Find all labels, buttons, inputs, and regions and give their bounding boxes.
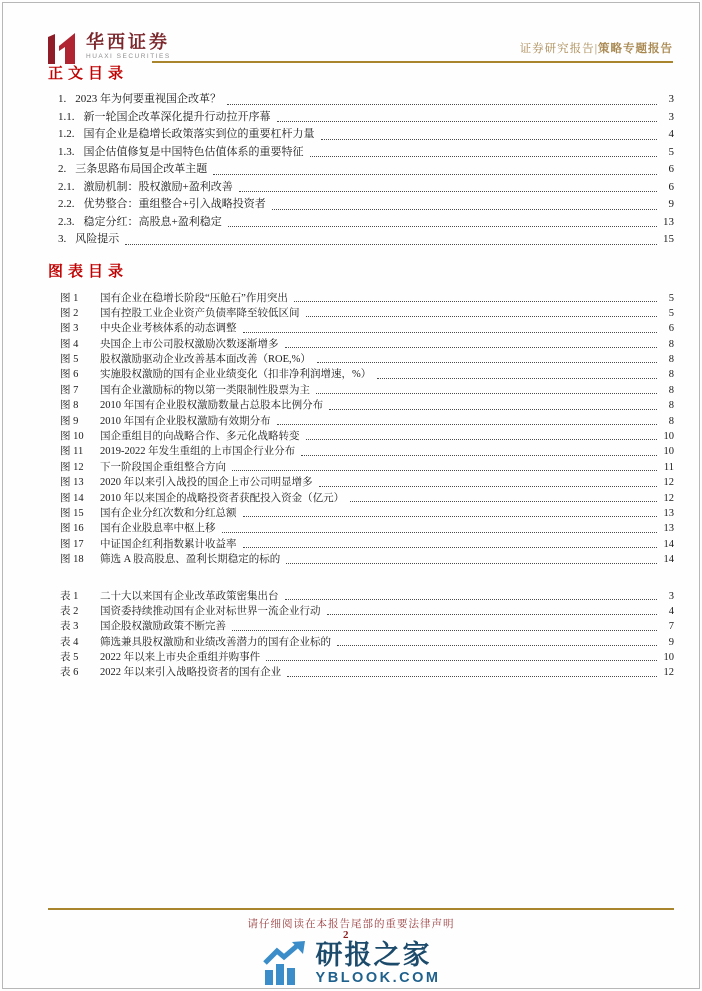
- figure-entry[interactable]: [60, 551, 674, 566]
- main-toc-title: 正文目录: [48, 66, 129, 82]
- figure-entry-title: 国有企业激励标的物以第一类限制性股票为主: [100, 384, 310, 396]
- dot-leader: [213, 174, 657, 175]
- table-entry-page: 3: [668, 590, 674, 602]
- legal-disclaimer: 请仔细阅读在本报告尾部的重要法律声明: [247, 919, 455, 930]
- figure-entry-number: 图 18: [60, 554, 84, 566]
- figure-entry-page: 5: [668, 307, 674, 319]
- watermark: [0, 941, 702, 987]
- figure-entry-page: 10: [663, 446, 674, 458]
- table-entry-page: 12: [663, 667, 674, 679]
- figure-entry[interactable]: [60, 413, 674, 428]
- toc-entry-title: 激励机制：股权激励+盈利改善: [83, 180, 233, 193]
- figure-entry[interactable]: [60, 428, 674, 443]
- table-entry[interactable]: [60, 664, 674, 679]
- watermark-site: YBLOOK.COM: [315, 970, 441, 987]
- table-entry-page: 4: [668, 605, 674, 617]
- toc-entry-number: 2.: [58, 163, 67, 175]
- dot-leader: [125, 244, 657, 245]
- toc-entry[interactable]: [58, 178, 674, 196]
- figure-entry-title: 2010 年国有企业股权激励有效期分布: [100, 415, 271, 427]
- figure-entry-title: 股权激励驱动企业改善基本面改善（ROE,%）: [100, 354, 311, 366]
- figure-entry-number: 图 9: [60, 415, 79, 427]
- dot-leader: [286, 563, 657, 564]
- figure-entry-page: 8: [668, 338, 674, 350]
- toc-entry-page: 5: [668, 145, 674, 158]
- figure-entry-page: 13: [663, 507, 674, 519]
- toc-entry-title: 国企估值修复是中国特色估值体系的重要特征: [83, 145, 304, 158]
- header-divider-line: [152, 61, 673, 63]
- toc-entry-title: 三条思路布局国企改革主题: [75, 163, 208, 175]
- figure-entry-page: 12: [663, 492, 674, 504]
- table-entry[interactable]: [60, 588, 674, 603]
- dot-leader: [316, 393, 657, 394]
- figure-entry-number: 图 10: [60, 431, 84, 443]
- table-entry[interactable]: [60, 618, 674, 633]
- figure-entry[interactable]: [60, 320, 674, 335]
- toc-entry[interactable]: [58, 90, 674, 108]
- dot-leader: [232, 470, 657, 471]
- figure-entry[interactable]: [60, 336, 674, 351]
- table-entry-number: 表 1: [60, 590, 79, 602]
- dot-leader: [321, 139, 658, 140]
- toc-entry-page: 4: [668, 128, 674, 140]
- figure-entry-number: 图 11: [60, 446, 84, 458]
- table-entry-title: 2022 年以来引入战略投资者的国有企业: [100, 667, 282, 679]
- figure-entry-title: 国有企业分红次数和分红总额: [100, 507, 237, 519]
- toc-entry-number: 2.2.: [58, 198, 75, 210]
- figure-entry-title: 国有控股工业企业资产负债率降至较低区间: [100, 307, 300, 319]
- figure-entry-number: 图 3: [60, 323, 79, 335]
- dot-leader: [266, 660, 657, 661]
- table-entry-page: 10: [663, 652, 674, 664]
- figure-entry[interactable]: [60, 397, 674, 412]
- brand-logo: [48, 32, 171, 64]
- dot-leader: [285, 347, 658, 348]
- dot-leader: [306, 439, 658, 440]
- toc-entry-number: 1.2.: [58, 128, 75, 140]
- dot-leader: [337, 645, 657, 646]
- table-toc-list: [60, 588, 674, 680]
- figure-entry-title: 2010 年以来国企的战略投资者获配投入资金（亿元）: [100, 492, 345, 504]
- toc-entry-page: 9: [668, 198, 674, 210]
- toc-entry[interactable]: [58, 108, 674, 126]
- figure-entry-title: 央国企上市公司股权激励次数逐渐增多: [100, 338, 279, 350]
- toc-entry-number: 1.3.: [58, 145, 75, 158]
- figure-entry-page: 8: [668, 369, 674, 381]
- table-entry-number: 表 5: [60, 652, 79, 664]
- dot-leader: [243, 332, 658, 333]
- figure-entry-title: 2019-2022 年发生重组的上市国企行业分布: [100, 446, 296, 458]
- figure-entry-number: 图 6: [60, 369, 79, 381]
- table-entry-title: 国企股权激励政策不断完善: [100, 621, 226, 633]
- toc-entry-page: 15: [663, 233, 674, 245]
- figure-entry-page: 10: [663, 431, 674, 443]
- figure-entry-number: 图 5: [60, 354, 79, 366]
- figure-entry-page: 6: [668, 323, 674, 335]
- figure-entry-page: 8: [668, 354, 674, 366]
- figure-entry-number: 图 7: [60, 384, 79, 396]
- figure-entry-number: 图 4: [60, 338, 79, 350]
- toc-entry-page: 13: [663, 215, 674, 228]
- figure-entry-number: 图 1: [60, 292, 79, 304]
- toc-entry-title: 稳定分红：高股息+盈利稳定: [83, 215, 222, 228]
- figure-entry[interactable]: [60, 443, 674, 458]
- figure-entry-title: 2020 年以来引入战投的国企上市公司明显增多: [100, 477, 313, 489]
- figure-entry-title: 筛选 A 股高股息、盈利长期稳定的标的: [100, 554, 281, 566]
- toc-entry-page: 3: [668, 110, 674, 123]
- figure-entry-number: 图 16: [60, 523, 84, 535]
- dot-leader: [329, 409, 657, 410]
- toc-entry-title: 优势整合：重组整合+引入战略投资者: [83, 198, 266, 210]
- dot-leader: [310, 156, 658, 157]
- toc-entry-page: 6: [668, 163, 674, 175]
- dot-leader: [277, 121, 658, 122]
- figure-entry-page: 8: [668, 415, 674, 427]
- main-toc-list: [58, 90, 674, 248]
- figure-entry-title: 中证国企红利指数累计收益率: [100, 538, 237, 550]
- dot-leader: [327, 614, 658, 615]
- figure-entry-title: 2010 年国有企业股权激励数量占总股本比例分布: [100, 400, 324, 412]
- figure-entry-number: 图 15: [60, 507, 84, 519]
- toc-entry[interactable]: [58, 230, 674, 248]
- toc-entry-number: 3.: [58, 233, 67, 245]
- toc-entry-title: 国有企业是稳增长政策落实到位的重要杠杆力量: [83, 128, 315, 140]
- figure-entry[interactable]: [60, 536, 674, 551]
- figure-entry-number: 图 17: [60, 538, 84, 550]
- dot-leader: [319, 486, 657, 487]
- watermark-name: 研报之家: [315, 940, 432, 971]
- toc-entry[interactable]: [58, 125, 674, 143]
- figure-entry[interactable]: [60, 366, 674, 381]
- figure-entry-page: 14: [663, 554, 674, 566]
- figure-entry-title: 国企重组目的向战略合作、多元化战略转变: [100, 431, 300, 443]
- table-entry-title: 二十大以来国有企业改革政策密集出台: [100, 590, 279, 602]
- report-header: [0, 0, 702, 64]
- dot-leader: [243, 516, 658, 517]
- report-type-divider: |: [594, 43, 598, 55]
- figure-entry-page: 14: [663, 538, 674, 550]
- table-entry-page: 7: [668, 621, 674, 633]
- report-type: 证券研究报告: [519, 43, 595, 55]
- figure-entry-title: 实施股权激励的国有企业业绩变化（扣非净利润增速，%）: [100, 369, 372, 381]
- brand-name-cn: 华西证券: [86, 32, 170, 52]
- dot-leader: [306, 316, 658, 317]
- table-entry[interactable]: [60, 634, 674, 649]
- figure-entry[interactable]: [60, 351, 674, 366]
- table-entry-number: 表 2: [60, 605, 79, 617]
- toc-entry[interactable]: [58, 213, 674, 231]
- toc-entry-title: 2023 年为何要重视国企改革？: [75, 93, 221, 105]
- table-entry[interactable]: [60, 649, 674, 664]
- figure-entry-page: 8: [668, 384, 674, 396]
- dot-leader: [350, 501, 657, 502]
- brand-name-en: HUAXI SECURITIES: [86, 53, 171, 60]
- toc-entry-page: 3: [668, 93, 674, 105]
- toc-entry-title: 新一轮国企改革深化提升行动拉开序幕: [83, 110, 271, 123]
- dot-leader: [277, 424, 657, 425]
- figure-entry-page: 12: [663, 477, 674, 489]
- figure-entry[interactable]: [60, 520, 674, 535]
- brand-text: [86, 32, 171, 61]
- table-entry-title: 筛选兼具股权激励和业绩改善潜力的国有企业标的: [100, 636, 331, 648]
- table-entry-number: 表 3: [60, 621, 79, 633]
- table-entry-number: 表 6: [60, 667, 79, 679]
- figure-entry-title: 中央企业考核体系的动态调整: [100, 323, 237, 335]
- figure-entry[interactable]: [60, 459, 674, 474]
- toc-entry-number: 2.3.: [58, 215, 75, 228]
- toc-content: [48, 64, 674, 680]
- figure-toc-title: 图表目录: [48, 263, 129, 280]
- dot-leader: [232, 630, 657, 631]
- table-entry[interactable]: [60, 603, 674, 618]
- figure-entry-page: 11: [663, 461, 674, 473]
- figure-entry[interactable]: [60, 474, 674, 489]
- figure-entry-page: 5: [668, 292, 674, 304]
- table-entry-page: 9: [668, 636, 674, 648]
- table-entry-number: 表 4: [60, 636, 79, 648]
- dot-leader: [272, 209, 657, 210]
- dot-leader: [377, 378, 657, 379]
- toc-entry-page: 6: [668, 180, 674, 193]
- dot-leader: [228, 226, 657, 227]
- chart-arrow-icon: [262, 941, 308, 987]
- report-subtype: 策略专题报告: [598, 43, 673, 55]
- toc-entry-number: 2.1.: [58, 180, 75, 193]
- figure-entry-title: 下一阶段国企重组整合方向: [100, 461, 226, 473]
- dot-leader: [317, 362, 657, 363]
- figure-entry-number: 图 13: [60, 477, 84, 489]
- figure-entry-number: 图 2: [60, 307, 79, 319]
- dot-leader: [227, 104, 657, 105]
- figure-entry-number: 图 14: [60, 492, 84, 504]
- dot-leader: [243, 547, 658, 548]
- figure-entry-number: 图 12: [60, 461, 84, 473]
- figure-entry-number: 图 8: [60, 400, 79, 412]
- dot-leader: [294, 301, 657, 302]
- figure-entry[interactable]: [60, 382, 674, 397]
- table-entry-title: 国资委持续推动国有企业对标世界一流企业行动: [100, 605, 321, 617]
- dot-leader: [287, 676, 657, 677]
- dot-leader: [285, 599, 658, 600]
- toc-entry-number: 1.: [58, 93, 67, 105]
- figure-entry-page: 13: [663, 523, 674, 535]
- huaxi-logo-icon: [48, 32, 78, 64]
- figure-entry[interactable]: [60, 290, 674, 305]
- footer-divider-line: [48, 908, 674, 910]
- figure-toc-list: [60, 290, 674, 680]
- figure-entry[interactable]: [60, 505, 674, 520]
- figure-entry[interactable]: [60, 490, 674, 505]
- toc-entry-number: 1.1.: [58, 110, 75, 123]
- figure-entry-title: 国有企业在稳增长阶段“压舱石”作用突出: [100, 292, 288, 304]
- toc-entry[interactable]: [58, 160, 674, 178]
- watermark-text: [316, 942, 441, 986]
- figure-entry-page: 8: [668, 400, 674, 412]
- report-type-label: [520, 40, 673, 56]
- dot-leader: [239, 191, 657, 192]
- toc-entry[interactable]: [58, 143, 674, 161]
- toc-entry[interactable]: [58, 195, 674, 213]
- toc-entry-title: 风险提示: [75, 233, 120, 245]
- table-entry-title: 2022 年以来上市央企重组并购事件: [100, 652, 261, 664]
- page-number: 2: [343, 929, 349, 941]
- figure-entry[interactable]: [60, 305, 674, 320]
- dot-leader: [222, 532, 658, 533]
- dot-leader: [301, 455, 657, 456]
- figure-entry-title: 国有企业股息率中枢上移: [100, 523, 216, 535]
